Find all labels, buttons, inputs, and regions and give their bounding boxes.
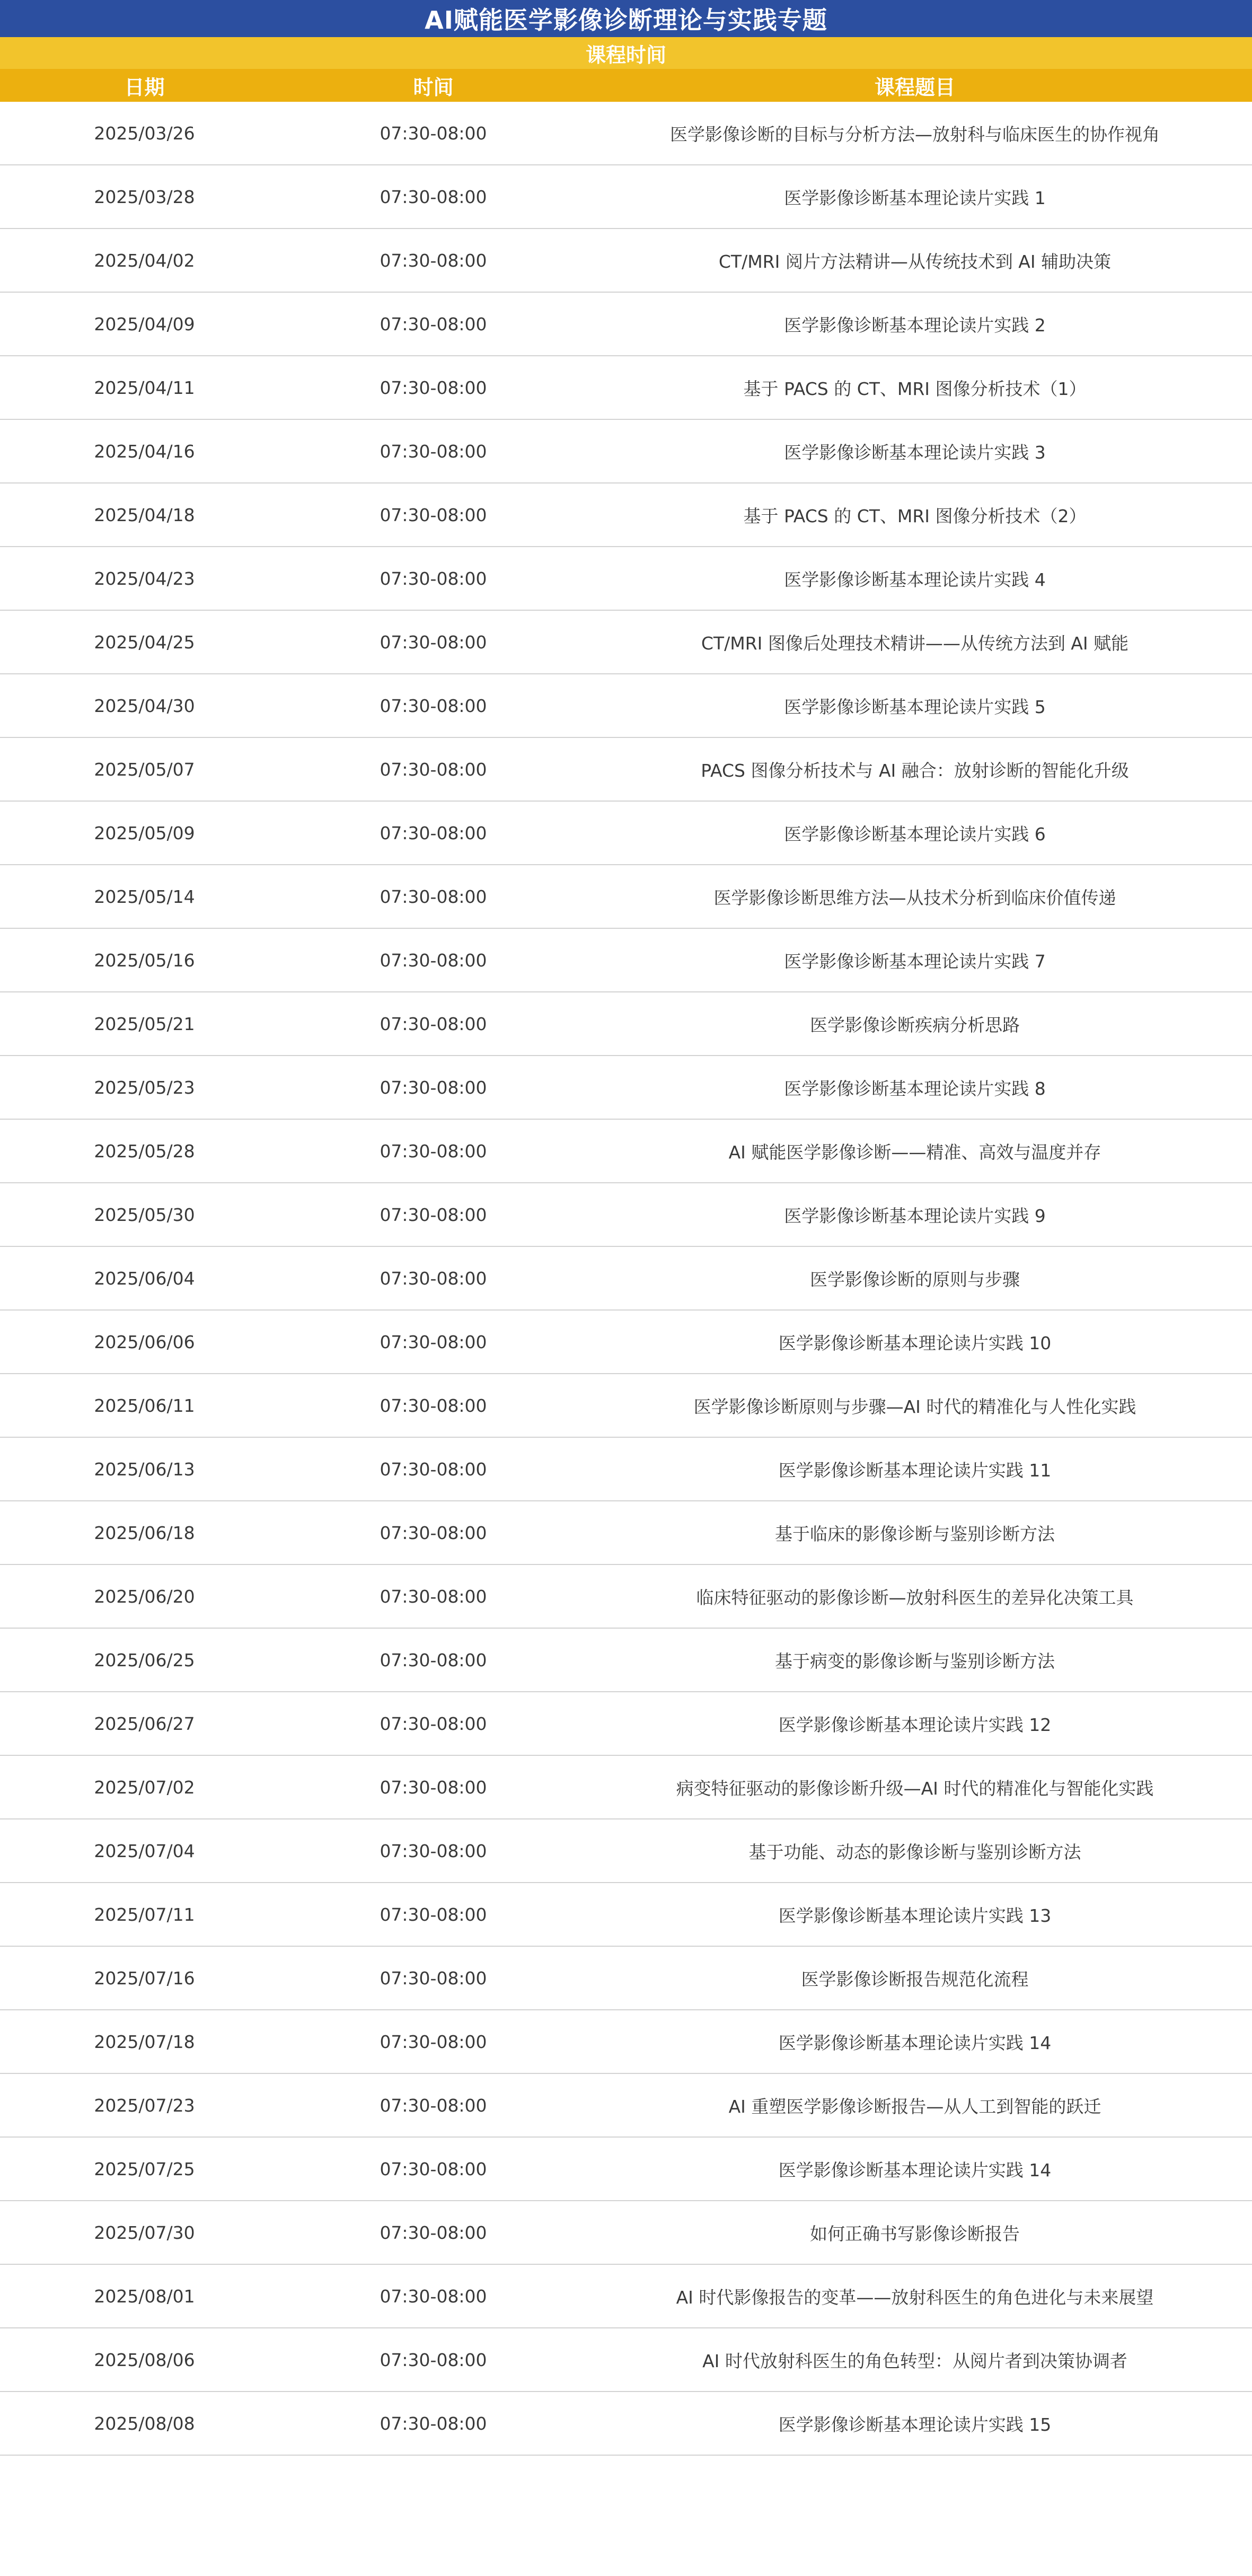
table-row <box>0 1374 1252 1438</box>
date-cell: 2025/06/18 <box>94 1522 195 1543</box>
topic-cell: 医学影像诊断基本理论读片实践 14 <box>778 2159 1052 2181</box>
time-cell: 07:30-08:00 <box>380 1204 487 1225</box>
table-row <box>0 483 1252 547</box>
table-row <box>0 1501 1252 1565</box>
time-cell: 07:30-08:00 <box>380 949 487 971</box>
time-cell: 07:30-08:00 <box>380 2349 487 2370</box>
table-row <box>0 738 1252 802</box>
topic-cell: 医学影像诊断的原则与步骤 <box>810 1269 1020 1290</box>
table-row <box>0 2010 1252 2074</box>
topic-cell: 临床特征驱动的影像诊断—放射科医生的差异化决策工具 <box>696 1587 1134 1608</box>
topic-cell: CT/MRI 阅片方法精讲—从传统技术到 AI 辅助决策 <box>718 251 1112 272</box>
table-row <box>0 611 1252 674</box>
topic-cell: 如何正确书写影像诊断报告 <box>810 2223 1020 2244</box>
date-cell: 2025/06/04 <box>94 1268 195 1289</box>
time-cell: 07:30-08:00 <box>380 886 487 907</box>
date-cell: 2025/07/16 <box>94 1967 195 1989</box>
time-cell: 07:30-08:00 <box>380 1395 487 1416</box>
date-cell: 2025/05/28 <box>94 1140 195 1162</box>
table-row <box>0 2074 1252 2138</box>
date-cell: 2025/06/11 <box>94 1395 195 1416</box>
topic-cell: 医学影像诊断报告规范化流程 <box>801 1968 1029 1990</box>
topic-cell: 医学影像诊断基本理论读片实践 7 <box>784 951 1046 972</box>
date-cell: 2025/07/02 <box>94 1777 195 1798</box>
topic-cell: 基于临床的影像诊断与鉴别诊断方法 <box>775 1523 1055 1544</box>
table-row <box>0 420 1252 483</box>
date-cell: 2025/03/26 <box>94 122 195 144</box>
time-cell: 07:30-08:00 <box>380 1649 487 1671</box>
table-row <box>0 1756 1252 1819</box>
date-cell: 2025/07/23 <box>94 2095 195 2116</box>
topic-cell: 基于病变的影像诊断与鉴别诊断方法 <box>775 1650 1055 1672</box>
time-cell: 07:30-08:00 <box>380 1777 487 1798</box>
time-cell: 07:30-08:00 <box>380 1522 487 1543</box>
date-cell: 2025/04/09 <box>94 313 195 335</box>
date-cell: 2025/08/01 <box>94 2285 195 2307</box>
time-cell: 07:30-08:00 <box>380 2413 487 2434</box>
date-cell: 2025/04/11 <box>94 377 195 398</box>
topic-cell: AI 重塑医学影像诊断报告—从人工到智能的跃迁 <box>728 2096 1101 2117</box>
table-row <box>0 1438 1252 1501</box>
table-header <box>0 69 1252 102</box>
time-cell: 07:30-08:00 <box>380 631 487 653</box>
table-row <box>0 992 1252 1056</box>
topic-cell: 医学影像诊断疾病分析思路 <box>810 1014 1020 1035</box>
topic-cell: AI 赋能医学影像诊断——精准、高效与温度并存 <box>728 1141 1101 1163</box>
date-cell: 2025/05/30 <box>94 1204 195 1225</box>
table-row <box>0 2138 1252 2201</box>
time-cell: 07:30-08:00 <box>380 313 487 335</box>
topic-cell: 医学影像诊断基本理论读片实践 2 <box>784 314 1046 336</box>
time-cell: 07:30-08:00 <box>380 2285 487 2307</box>
table-row <box>0 1183 1252 1247</box>
table-row <box>0 1692 1252 1756</box>
topic-cell: 医学影像诊断基本理论读片实践 4 <box>784 569 1046 590</box>
date-cell: 2025/05/16 <box>94 949 195 971</box>
time-cell: 07:30-08:00 <box>380 441 487 462</box>
date-cell: 2025/04/25 <box>94 631 195 653</box>
date-cell: 2025/06/06 <box>94 1331 195 1352</box>
table-row <box>0 1247 1252 1311</box>
time-cell: 07:30-08:00 <box>380 250 487 271</box>
topic-cell: 基于 PACS 的 CT、MRI 图像分析技术（2） <box>743 505 1087 526</box>
time-cell: 07:30-08:00 <box>380 2222 487 2243</box>
table-row <box>0 1819 1252 1883</box>
topic-cell: 医学影像诊断基本理论读片实践 3 <box>784 442 1046 463</box>
time-cell: 07:30-08:00 <box>380 1077 487 1098</box>
topic-cell: 基于功能、动态的影像诊断与鉴别诊断方法 <box>748 1841 1081 1862</box>
date-cell: 2025/08/08 <box>94 2413 195 2434</box>
date-cell: 2025/03/28 <box>94 186 195 207</box>
table-row <box>0 1311 1252 1374</box>
table-row <box>0 1629 1252 1692</box>
date-cell: 2025/06/25 <box>94 1649 195 1671</box>
date-cell: 2025/06/13 <box>94 1458 195 1480</box>
topic-cell: CT/MRI 图像后处理技术精讲——从传统方法到 AI 赋能 <box>701 632 1129 654</box>
topic-cell: AI 时代影像报告的变革——放射科医生的角色进化与未来展望 <box>676 2287 1154 2308</box>
topic-cell: 医学影像诊断基本理论读片实践 14 <box>778 2032 1052 2053</box>
topic-cell: 基于 PACS 的 CT、MRI 图像分析技术（1） <box>743 378 1087 399</box>
time-cell: 07:30-08:00 <box>380 2158 487 2179</box>
column-header-date: 日期 <box>124 75 165 99</box>
topic-cell: 医学影像诊断基本理论读片实践 9 <box>784 1205 1046 1226</box>
date-cell: 2025/05/23 <box>94 1077 195 1098</box>
date-cell: 2025/07/30 <box>94 2222 195 2243</box>
date-cell: 2025/06/27 <box>94 1713 195 1734</box>
schedule-table-body <box>0 102 1252 2456</box>
topic-cell: 医学影像诊断基本理论读片实践 10 <box>778 1332 1052 1353</box>
time-cell: 07:30-08:00 <box>380 1331 487 1352</box>
table-row <box>0 929 1252 992</box>
time-cell: 07:30-08:00 <box>380 2031 487 2052</box>
table-row <box>0 1565 1252 1629</box>
topic-cell: 医学影像诊断基本理论读片实践 8 <box>784 1078 1046 1099</box>
date-cell: 2025/07/04 <box>94 1840 195 1861</box>
topic-cell: 医学影像诊断基本理论读片实践 11 <box>778 1460 1052 1481</box>
table-row <box>0 1883 1252 1947</box>
time-cell: 07:30-08:00 <box>380 1458 487 1480</box>
time-cell: 07:30-08:00 <box>380 1268 487 1289</box>
time-cell: 07:30-08:00 <box>380 186 487 207</box>
topic-cell: 医学影像诊断原则与步骤—AI 时代的精准化与人性化实践 <box>693 1396 1136 1417</box>
time-cell: 07:30-08:00 <box>380 695 487 716</box>
table-row <box>0 1120 1252 1183</box>
time-cell: 07:30-08:00 <box>380 377 487 398</box>
topic-cell: PACS 图像分析技术与 AI 融合：放射诊断的智能化升级 <box>701 760 1129 781</box>
table-row <box>0 165 1252 229</box>
topic-cell: 医学影像诊断基本理论读片实践 1 <box>784 187 1046 208</box>
date-cell: 2025/05/07 <box>94 759 195 780</box>
table-row <box>0 2392 1252 2456</box>
topic-cell: 病变特征驱动的影像诊断升级—AI 时代的精准化与智能化实践 <box>676 1778 1154 1799</box>
topic-cell: 医学影像诊断的目标与分析方法—放射科与临床医生的协作视角 <box>670 124 1160 145</box>
date-cell: 2025/07/25 <box>94 2158 195 2179</box>
time-cell: 07:30-08:00 <box>380 1904 487 1925</box>
schedule-subtitle: 课程时间 <box>0 37 1252 69</box>
topic-cell: 医学影像诊断基本理论读片实践 13 <box>778 1905 1052 1926</box>
table-row <box>0 2328 1252 2392</box>
table-row <box>0 802 1252 865</box>
table-row <box>0 1056 1252 1120</box>
time-cell: 07:30-08:00 <box>380 759 487 780</box>
date-cell: 2025/07/11 <box>94 1904 195 1925</box>
table-row <box>0 229 1252 293</box>
table-row <box>0 356 1252 420</box>
table-row <box>0 2201 1252 2265</box>
time-cell: 07:30-08:00 <box>380 1840 487 1861</box>
date-cell: 2025/06/20 <box>94 1586 195 1607</box>
time-cell: 07:30-08:00 <box>380 822 487 843</box>
date-cell: 2025/05/21 <box>94 1013 195 1034</box>
time-cell: 07:30-08:00 <box>380 1140 487 1162</box>
time-cell: 07:30-08:00 <box>380 2095 487 2116</box>
topic-cell: AI 时代放射科医生的角色转型：从阅片者到决策协调者 <box>702 2350 1127 2371</box>
time-cell: 07:30-08:00 <box>380 1586 487 1607</box>
table-row <box>0 293 1252 356</box>
date-cell: 2025/04/18 <box>94 504 195 525</box>
table-row <box>0 1947 1252 2010</box>
topic-cell: 医学影像诊断思维方法—从技术分析到临床价值传递 <box>713 887 1116 908</box>
table-row <box>0 2265 1252 2328</box>
date-cell: 2025/07/18 <box>94 2031 195 2052</box>
date-cell: 2025/04/02 <box>94 250 195 271</box>
table-row <box>0 674 1252 738</box>
date-cell: 2025/05/09 <box>94 822 195 843</box>
topic-cell: 医学影像诊断基本理论读片实践 6 <box>784 823 1046 845</box>
topic-cell: 医学影像诊断基本理论读片实践 15 <box>778 2414 1052 2435</box>
date-cell: 2025/05/14 <box>94 886 195 907</box>
table-row <box>0 547 1252 611</box>
date-cell: 2025/04/30 <box>94 695 195 716</box>
date-cell: 2025/04/16 <box>94 441 195 462</box>
topic-cell: 医学影像诊断基本理论读片实践 5 <box>784 696 1046 717</box>
date-cell: 2025/08/06 <box>94 2349 195 2370</box>
time-cell: 07:30-08:00 <box>380 1967 487 1989</box>
time-cell: 07:30-08:00 <box>380 1713 487 1734</box>
time-cell: 07:30-08:00 <box>380 122 487 144</box>
table-row <box>0 102 1252 165</box>
date-cell: 2025/04/23 <box>94 568 195 589</box>
table-row <box>0 865 1252 929</box>
time-cell: 07:30-08:00 <box>380 1013 487 1034</box>
time-cell: 07:30-08:00 <box>380 568 487 589</box>
column-header-time: 时间 <box>413 75 454 99</box>
topic-cell: 医学影像诊断基本理论读片实践 12 <box>778 1714 1052 1735</box>
column-header-topic: 课程题目 <box>874 75 955 99</box>
page-title: AI赋能医学影像诊断理论与实践专题 <box>0 0 1252 37</box>
time-cell: 07:30-08:00 <box>380 504 487 525</box>
